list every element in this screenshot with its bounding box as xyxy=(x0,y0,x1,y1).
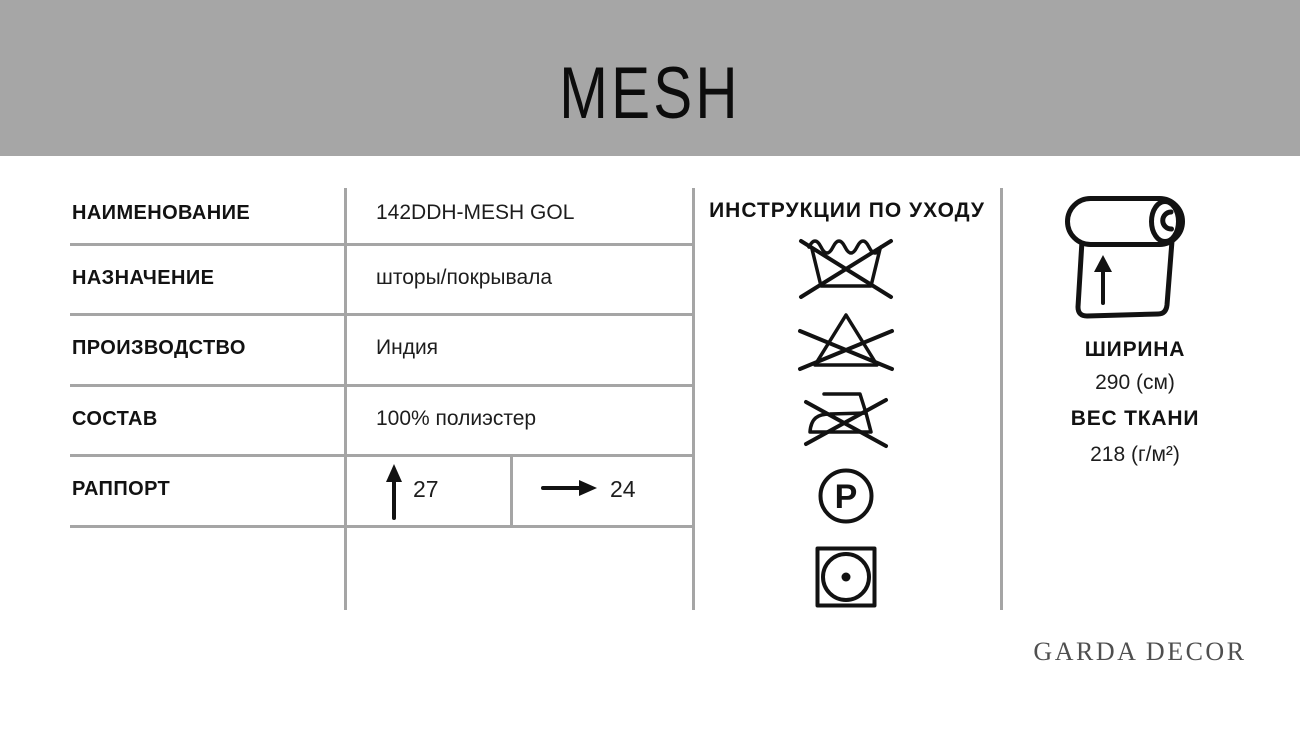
spec-label-name: НАИМЕНОВАНИЕ xyxy=(72,202,251,224)
fabric-weight-value: 218 (г/м²) xyxy=(1090,443,1180,466)
rapport-horizontal-value: 24 xyxy=(610,476,636,502)
spec-label-purpose: НАЗНАЧЕНИЕ xyxy=(72,267,215,289)
table-row-line-4 xyxy=(70,454,695,457)
width-label: ШИРИНА xyxy=(1084,338,1186,361)
dry-clean-p-icon xyxy=(816,466,876,526)
table-row-line-3 xyxy=(70,384,695,387)
rapport-right-arrow-icon xyxy=(541,478,599,498)
table-row-line-1 xyxy=(70,243,695,246)
table-column-divider-line xyxy=(344,188,347,610)
spec-label-composition: СОСТАВ xyxy=(72,408,158,430)
brand-logo: GARDA DECOR xyxy=(1033,637,1247,666)
spec-label-rapport: РАППОРТ xyxy=(72,478,171,500)
rapport-vertical-value: 27 xyxy=(413,476,439,502)
do-not-bleach-icon xyxy=(796,309,896,373)
spec-value-production: Индия xyxy=(376,336,439,359)
product-title: MESH xyxy=(559,53,741,134)
spec-value-composition: 100% полиэстер xyxy=(376,407,537,430)
rapport-up-arrow-icon xyxy=(384,462,404,520)
width-value: 290 (см) xyxy=(1095,371,1175,394)
rapport-cell-divider-line xyxy=(510,454,513,525)
spec-value-name: 142DDH-MESH GOL xyxy=(376,201,575,224)
do-not-wash-icon xyxy=(796,233,896,303)
fabric-weight-label: ВЕС ТКАНИ xyxy=(1070,407,1200,430)
table-row-line-5 xyxy=(70,525,695,528)
table-row-line-2 xyxy=(70,313,695,316)
do-not-iron-icon xyxy=(802,388,890,450)
care-instructions-title: ИНСТРУКЦИИ ПО УХОДУ xyxy=(709,199,985,222)
spec-value-purpose: шторы/покрывала xyxy=(376,266,553,289)
care-section-divider-line xyxy=(692,188,695,610)
fabric-roll-icon xyxy=(1062,191,1194,325)
right-section-divider-line xyxy=(1000,188,1003,610)
dry-clean-letter: P xyxy=(834,478,858,516)
spec-label-production: ПРОИЗВОДСТВО xyxy=(72,337,246,359)
tumble-dry-dot-icon xyxy=(815,546,877,608)
